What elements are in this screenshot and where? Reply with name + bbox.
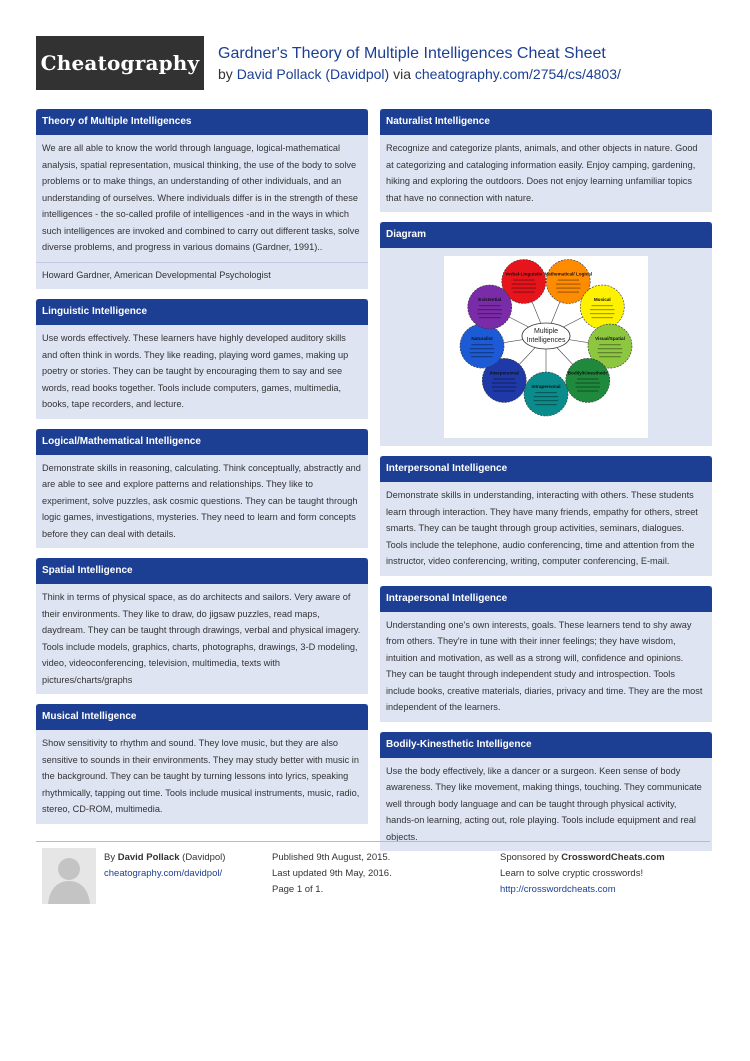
diagram-node-text-line: [479, 305, 501, 306]
section-heading: Theory of Multiple Intelligences: [36, 109, 368, 135]
footer-author-handle: (Davidpol): [182, 852, 226, 863]
diagram-node-text-line: [598, 352, 623, 353]
section-theory: [36, 109, 368, 289]
section-heading: Musical Intelligence: [36, 704, 368, 730]
diagram-node: [468, 285, 512, 329]
diagram-node: [460, 324, 504, 368]
diagram-node-text-line: [513, 291, 535, 292]
diagram-node-text-line: [592, 317, 614, 318]
section-heading: Bodily-Kinesthetic Intelligence: [380, 732, 712, 758]
section-body: We are all able to know the world through language, logical-mathematical analysis, spatial representation, musical thinking, the use of the body to solve problems or to make things, an understanding of other individuals, and an understanding of ourselves. Where individuals differ is in the strength of these intelligences - the so-called profile of intelligences -and in the ways in which such intelligences are invoked and combined to carry out different tasks, solve diverse problems, and progress in various domains (Gardner, 1991)..: [42, 143, 360, 252]
diagram-node-text-line: [590, 309, 615, 310]
footer-sponsor-line: [500, 850, 665, 866]
diagram-node-text-line: [599, 344, 621, 345]
diagram-center-ellipse: [522, 323, 570, 349]
diagram-node-text-line: [493, 378, 515, 379]
diagram-node-text-line: [592, 305, 614, 306]
diagram-node-text-line: [577, 378, 599, 379]
diagram-node-label: Interpersonal: [489, 370, 519, 376]
author-avatar[interactable]: [42, 848, 96, 904]
diagram-node-label: Mathematical/ Logical: [544, 271, 593, 277]
section-body: Understanding one's own interests, goals. These learners tend to shy away from others. They're in tune with their inner feelings; they have wisdom, intuition and motivation, as well as a strong will, confidence and opinions. They can be taught through independent study and introspection. Tools include books, creative materials, diaries, privacy and time. They are the most independent of the learners.: [386, 619, 703, 712]
diagram-node-text-line: [513, 279, 535, 280]
section-heading: Naturalist Intelligence: [380, 109, 712, 135]
via-text: via: [393, 66, 411, 82]
section-linguistic: [36, 299, 368, 419]
diagram-node-text-line: [470, 348, 495, 349]
diagram-node-text-line: [556, 287, 581, 288]
diagram-node-circle: [580, 285, 624, 329]
diagram-node-text-line: [477, 313, 502, 314]
diagram-node-text-line: [477, 309, 502, 310]
footer-sponsor-tagline: Learn to solve cryptic crosswords!: [500, 868, 644, 879]
diagram-node-text-line: [556, 283, 581, 284]
diagram-node-label: Intrapersonal: [531, 384, 561, 389]
diagram-node-text-line: [470, 352, 495, 353]
diagram-node-label: Musical: [593, 297, 611, 302]
diagram-center-label-line1: Multiple: [533, 328, 559, 335]
section-body: Think in terms of physical space, as do architects and sailors. Very aware of their environments. They like to draw, do jigsaw puzzles, read maps, daydream. They can be taught through drawings, verbal and physical imagery. Tools include models, graphics, charts, photographs, drawings, 3-D modeling, video, videoconferencing, television, multimedia, texts with pictures/charts/graphs: [42, 592, 361, 685]
footer-author-line: [104, 850, 225, 866]
left-column: [36, 109, 368, 834]
section-body: Demonstrate skills in reasoning, calculating. Think conceptually, abstractly and are able to see and explore patterns and relationships. They like to experiment, solve puzzles, ask cosmic questions. They can be taught through logic games, investigations, mysteries. They need to learn and form concepts before they can deal with details.: [42, 462, 361, 539]
diagram-node-label: Bodily/Kinesthetic: [567, 370, 608, 376]
right-column: [380, 109, 712, 861]
diagram-node-text-line: [479, 317, 501, 318]
section-logical: [36, 429, 368, 549]
diagram-node-text-line: [557, 291, 579, 292]
footer-author-url[interactable]: cheatography.com/davidpol/: [104, 868, 223, 879]
page-title: Gardner's Theory of Multiple Intelligences Cheat Sheet: [218, 45, 606, 62]
diagram-node-text-line: [535, 392, 557, 393]
footer-sponsor-name: CrosswordCheats.com: [561, 852, 665, 863]
cheatography-logo[interactable]: [36, 36, 204, 90]
diagram-wrap: [380, 248, 712, 446]
diagram-node-text-line: [534, 396, 559, 397]
section-body: Show sensitivity to rhythm and sound. They love music, but they are also sensitive to sounds in their environments. They may study better with music in the background. They can be taught by turning lessons into lyrics, speaking rhythmically, tapping out time. Tools include musical instruments, music, radio, stereo, CD-ROM, multimedia.: [42, 738, 360, 814]
section-musical: [36, 704, 368, 824]
logo-text: Cheatography: [40, 51, 200, 75]
diagram-node-circle: [460, 324, 504, 368]
diagram-node-text-line: [471, 356, 493, 357]
by-prefix: by: [218, 66, 233, 82]
section-interpersonal: [380, 456, 712, 576]
footer-by: By: [104, 852, 116, 863]
section-heading: Linguistic Intelligence: [36, 299, 368, 325]
footer-sponsor: [500, 850, 665, 898]
diagram-node-text-line: [492, 382, 517, 383]
diagram-node-text-line: [471, 344, 493, 345]
section-heading: Spatial Intelligence: [36, 558, 368, 584]
section-naturalist: [380, 109, 712, 212]
multiple-intelligences-diagram: [444, 256, 648, 438]
diagram-node-circle: [566, 358, 610, 402]
section-bodily-kinesthetic: [380, 732, 712, 852]
section-heading: Logical/Mathematical Intelligence: [36, 429, 368, 455]
section-intrapersonal: [380, 586, 712, 722]
sheet-url-link[interactable]: cheatography.com/2754/cs/4803/: [414, 66, 621, 82]
section-diagram: [380, 222, 712, 446]
section-quote-attribution: Howard Gardner, American Developmental Psychologist: [36, 262, 368, 290]
diagram-node-text-line: [493, 390, 515, 391]
diagram-node-text-line: [599, 356, 621, 357]
author-link[interactable]: David Pollack (Davidpol): [236, 66, 390, 82]
title-block: [218, 44, 621, 84]
diagram-node-text-line: [598, 348, 623, 349]
footer-page: Page 1 of 1.: [272, 884, 324, 895]
avatar-placeholder-icon: [42, 848, 96, 904]
section-body: Use the body effectively, like a dancer or a surgeon. Keen sense of body awareness. They like movement, making things, touching. They communicate well through body language and can be taught through physical activity, hands-on learning, acting out, role playing. Tools include equipment and real objects.: [386, 765, 702, 842]
footer-divider: [36, 841, 710, 842]
diagram-node-text-line: [590, 313, 615, 314]
footer-author: [104, 850, 225, 882]
footer-published: Published 9th August, 2015.: [272, 852, 391, 863]
diagram-center-label-line2: Intelligences: [526, 337, 566, 344]
diagram-node-text-line: [534, 400, 559, 401]
section-body: Use words effectively. These learners have highly developed auditory skills and often think in words. They like reading, playing word games, making up poetry or stories. They can be taught by encouraging them to say and see words, read books together. Tools include computers, games, multimedia, books, tape recorders, and lecture.: [42, 333, 349, 409]
diagram-node-text-line: [512, 283, 536, 284]
section-body: Demonstrate skills in understanding, interacting with others. These students learn through interaction. They have many friends, empathy for others, street smarts. They can be taught through group activities, seminars, dialogues. Tools include the telephone, audio conferencing, time and attention from the instructor, video conferencing, writing, computer conferencing, E-mail.: [386, 490, 698, 566]
section-heading: Diagram: [380, 222, 712, 248]
section-heading: Interpersonal Intelligence: [380, 456, 712, 482]
diagram-node-label: Naturalist: [471, 336, 493, 342]
diagram-node-label: Verbal-Linguistic: [505, 271, 543, 277]
section-heading: Intrapersonal Intelligence: [380, 586, 712, 612]
section-spatial: [36, 558, 368, 694]
diagram-node-label: Visual/Spatial: [595, 336, 625, 342]
diagram-node-circle: [468, 285, 512, 329]
footer-updated: Last updated 9th May, 2016.: [272, 868, 392, 879]
footer-sponsored-by: Sponsored by: [500, 852, 559, 863]
diagram-node-text-line: [577, 390, 599, 391]
diagram-node: [580, 285, 624, 329]
diagram-node-text-line: [535, 404, 557, 405]
footer-author-name: David Pollack: [117, 852, 180, 863]
diagram-node-label: Existential: [478, 297, 502, 302]
diagram-node-text-line: [492, 386, 517, 387]
diagram-node-text-line: [512, 287, 536, 288]
byline: [218, 64, 621, 84]
section-body: Recognize and categorize plants, animals, and other objects in nature. Good at categorizing and cataloging information easily. Enjoy camping, gardening, hiking and exploring the outdoors. Does not enjoy learning unfamiliar topics that have no connection with nature.: [386, 143, 698, 203]
diagram-node: [566, 358, 610, 402]
footer-dates: [272, 850, 392, 898]
diagram-node-text-line: [576, 382, 601, 383]
diagram-node: [524, 372, 568, 416]
diagram-node-text-line: [557, 279, 579, 280]
footer-sponsor-url[interactable]: http://crosswordcheats.com: [500, 884, 616, 895]
diagram-node-text-line: [576, 386, 601, 387]
diagram-node-circle: [524, 372, 568, 416]
